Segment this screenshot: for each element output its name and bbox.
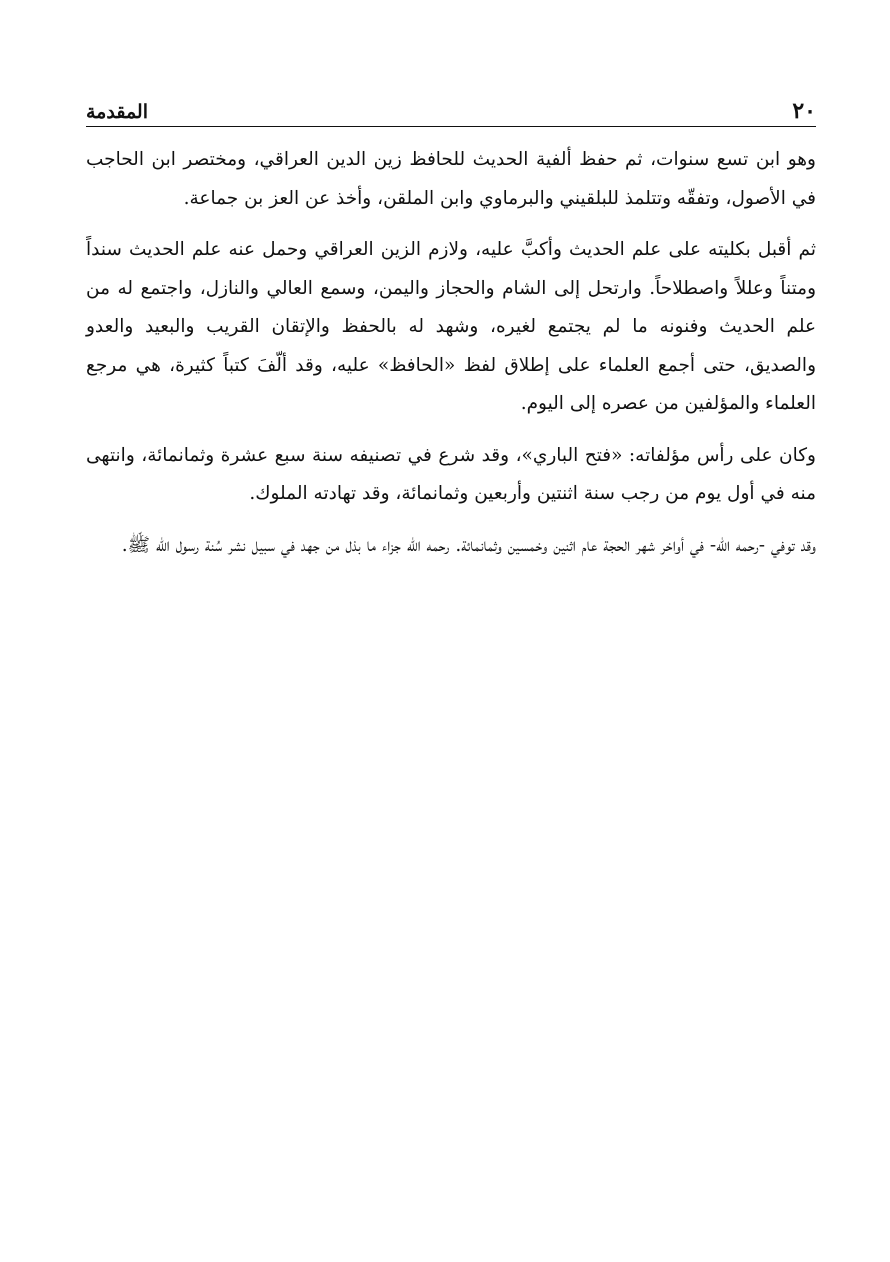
paragraph-4: وقد توفي -رحمه الله- في أواخر شهر الحجة عام اثنين وخمسين وثمانمائة. رحمه الله جزاء ما بذل من جهد في سبيل نشر سُنة رسول الله ﷺ.: [121, 534, 816, 556]
paragraph-1: وهو ابن تسع سنوات، ثم حفظ ألفية الحديث للحافظ زين الدين العراقي، ومختصر ابن الحاجب في الأصول، وتفقّه وتتلمذ للبلقيني والبرماوي وابن الملقن، وأخذ عن العز بن جماعة.: [86, 149, 816, 209]
page-number: ٢٠: [792, 98, 816, 124]
page-body: [86, 141, 816, 565]
running-section-title: المقدمة: [86, 101, 149, 123]
paragraph-2: ثم أقبل بكليته على علم الحديث وأكبَّ عليه، ولازم الزين العراقي وحمل عنه علم الحديث سنداً ومتناً وعللاً واصطلاحاً. وارتحل إلى الشام والحجاز واليمن، وسمع العالي والنازل، واجتمع له من علم الحديث وفنونه ما لم يجتمع لغيره، وشهد له بالحفظ والإتقان القريب والبعيد والعدو والصديق، حتى أجمع العلماء على إطلاق لفظ «الحافظ» عليه، وقد ألّفَ كتباً كثيرة، هي مرجع العلماء والمؤلفين من عصره إلى اليوم.: [86, 239, 816, 414]
paragraph-3: وكان على رأس مؤلفاته: «فتح الباري»، وقد شرع في تصنيفه سنة سبع عشرة وثمانمائة، وانتهى منه في أول يوم من رجب سنة اثنتين وأربعين وثمانمائة، وقد تهادته الملوك.: [86, 444, 816, 504]
book-page: [86, 96, 816, 578]
page-header: [86, 96, 816, 127]
